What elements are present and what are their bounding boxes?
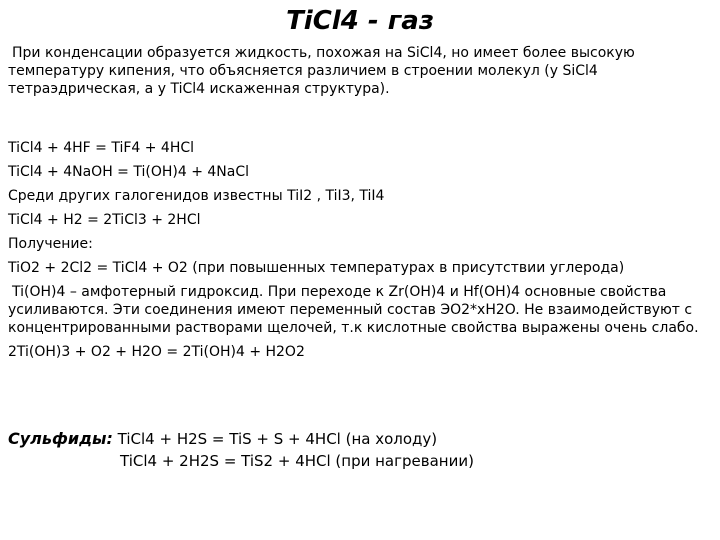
content-lines <box>8 136 712 364</box>
slide-title: TiCl4 - газ <box>286 6 434 36</box>
intro-paragraph <box>8 44 708 98</box>
reaction-preparation: TiO2 + 2Cl2 = TiCl4 + O2 (при повышенных температурах в присутствии углерода) <box>8 260 625 276</box>
reaction-hf: TiCl4 + 4HF = TiF4 + 4HCl <box>8 140 195 156</box>
reaction-h2: TiCl4 + H2 = 2TiCl3 + 2HCl <box>8 212 201 228</box>
reaction-oxidation: 2Ti(OH)3 + O2 + H2O = 2Ti(OH)4 + H2O2 <box>8 344 305 360</box>
sulfides-section <box>8 428 712 472</box>
sulfides-heading: Сульфиды: <box>8 429 113 448</box>
intro-text: При конденсации образуется жидкость, похожая на SiCl4, но имеет более высокую температуру кипения, что объясняется различием в строении молекул (у SiCl4 тетраэдрическая, а у TiCl4 искаженная структура). <box>8 45 635 97</box>
hydroxide-term: Ti(OH)4 <box>12 284 66 300</box>
hydroxide-paragraph <box>8 283 712 337</box>
halides-note: Среди других галогенидов известны TiI2 , TiI3, TiI4 <box>8 188 385 204</box>
reaction-naoh: TiCl4 + 4NaOH = Ti(OH)4 + 4NaCl <box>8 164 249 180</box>
sulfides-reaction-hot: TiCl4 + 2H2S = TiS2 + 4HCl (при нагревании) <box>120 452 474 470</box>
hydroxide-text: – амфотерный гидроксид. При переходе к Zr(OH)4 и Hf(OH)4 основные свойства усиливаются. Эти соединения имеют переменный состав ЭО2*xH2O. Не взаимодействуют с концентрированными растворами щелочей, т.к кислотные свойства выражены очень слабо. <box>8 284 699 336</box>
sulfides-line-1 <box>8 428 712 450</box>
preparation-label: Получение: <box>8 236 93 252</box>
sulfides-reaction-cold: TiCl4 + H2S = TiS + S + 4HCl (на холоду) <box>112 430 438 448</box>
